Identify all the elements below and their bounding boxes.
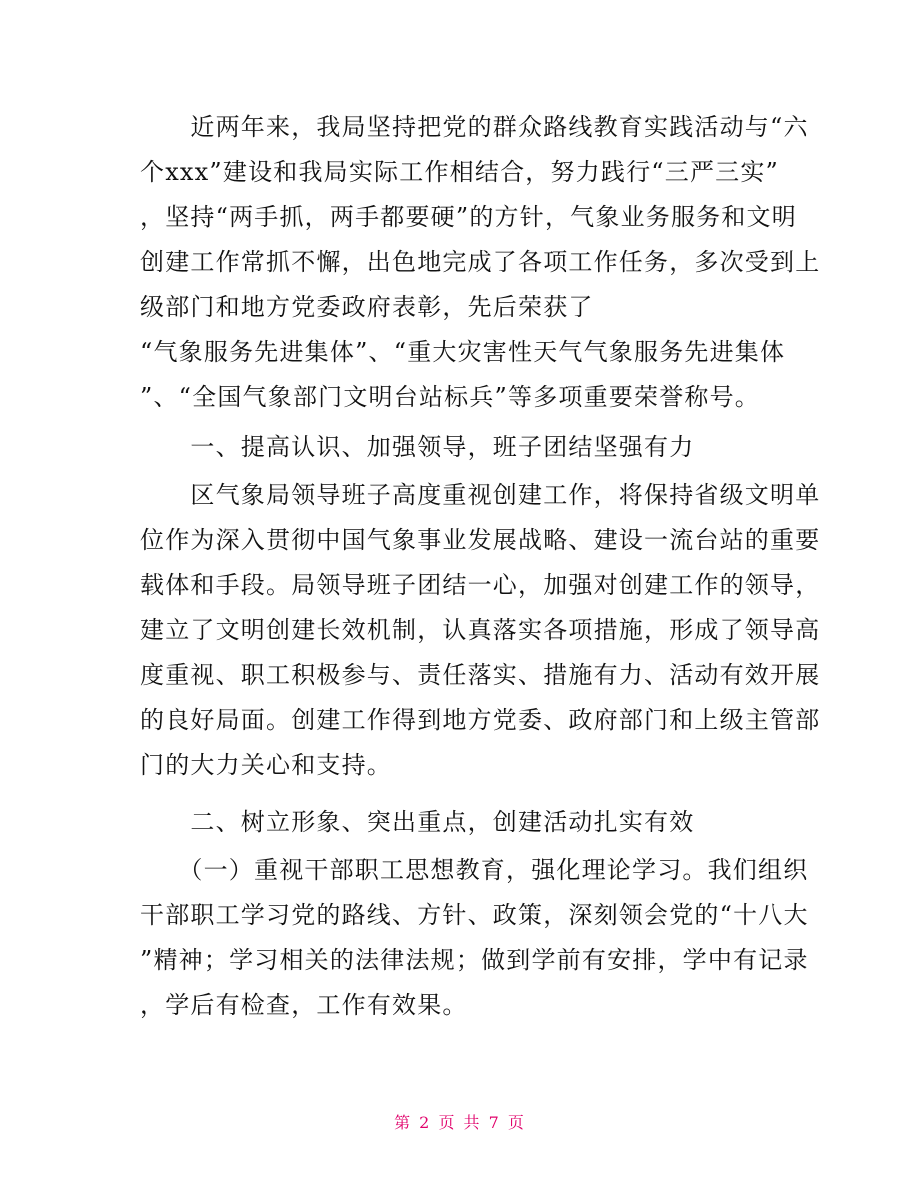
text-line: 门的大力关心和支持。: [140, 751, 392, 779]
text-line: 级部门和地方党委政府表彰，先后荣获了: [140, 293, 594, 321]
text-line: 创建工作常抓不懈，出色地完成了各项工作任务，多次受到上: [140, 248, 821, 276]
text-line: 干部职工学习党的路线、方针、政策，深刻领会党的“十八大: [140, 901, 809, 929]
page-number-footer: 第 2 页 共 7 页: [394, 1113, 526, 1132]
text-line: ，坚持“两手抓，两手都要硬”的方针，气象业务服务和文明: [140, 203, 797, 231]
text-line: 区气象局领导班子高度重视创建工作，将保持省级文明单: [140, 481, 821, 509]
text-line: （一）重视干部职工思想教育，强化理论学习。我们组织: [140, 856, 809, 884]
text-line: ，学后有检查，工作有效果。: [140, 991, 468, 1019]
text-line: 近两年来，我局坚持把党的群众路线教育实践活动与“六: [140, 113, 809, 141]
section-heading: 二、树立形象、突出重点，创建活动扎实有效: [140, 808, 695, 836]
text-line: ”精神；学习相关的法律法规；做到学前有安排，学中有记录: [140, 946, 809, 974]
text-line: 载体和手段。局领导班子团结一心，加强对创建工作的领导，: [140, 571, 821, 599]
text-line: 的良好局面。创建工作得到地方党委、政府部门和上级主管部: [140, 706, 821, 734]
text-line: 个xxx”建设和我局实际工作相结合，努力践行“三严三实”: [140, 158, 780, 186]
text-line: 建立了文明创建长效机制，认真落实各项措施，形成了领导高: [140, 616, 821, 644]
text-line: 位作为深入贯彻中国气象事业发展战略、建设一流台站的重要: [140, 526, 821, 554]
text-line: “气象服务先进集体”、“重大灾害性天气气象服务先进集体: [140, 338, 786, 366]
text-line: ”、“全国气象部门文明台站标兵”等多项重要荣誉称号。: [140, 383, 761, 411]
section-heading: 一、提高认识、加强领导，班子团结坚强有力: [140, 433, 695, 461]
text-line: 度重视、职工积极参与、责任落实、措施有力、活动有效开展: [140, 661, 821, 689]
